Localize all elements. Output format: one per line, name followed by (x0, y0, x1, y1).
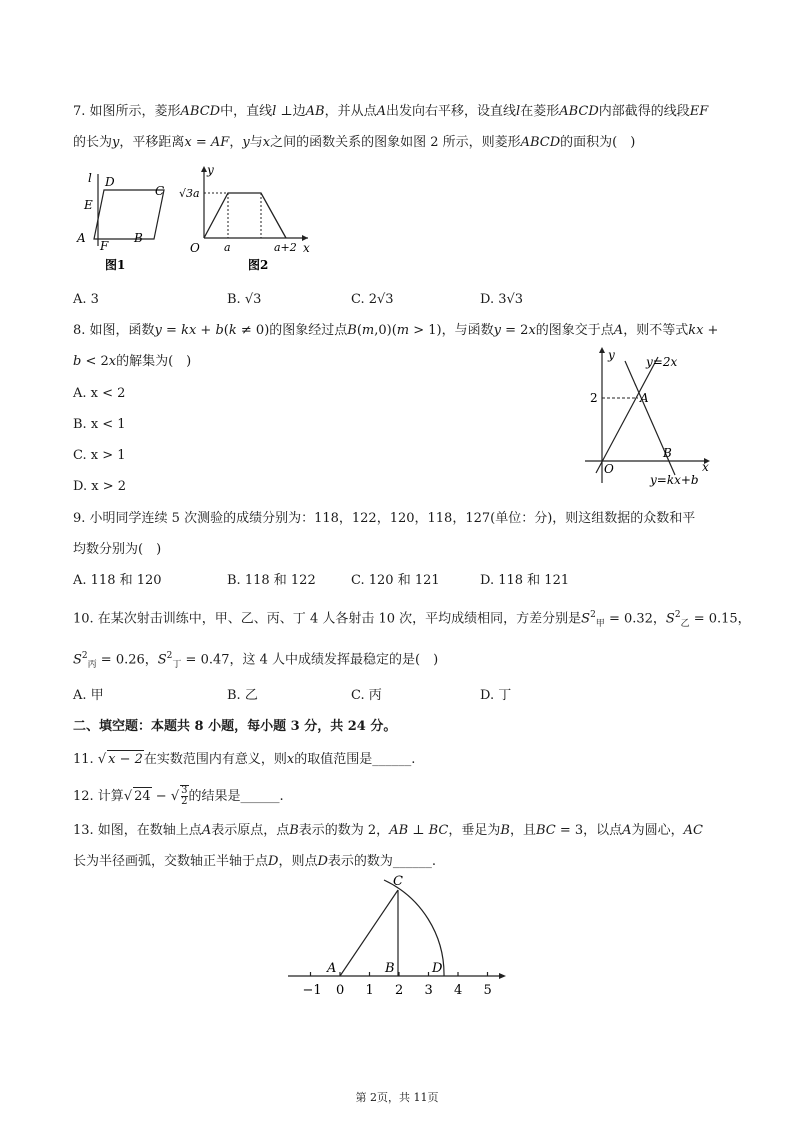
svg-text:y=2x: y=2x (646, 355, 678, 369)
q13-line2: 长为半径画弧，交数轴正半轴于点D，则点D表示的数为______. (73, 854, 437, 869)
q7-option-a[interactable]: A. 3 (73, 292, 99, 307)
svg-text:2: 2 (590, 391, 598, 405)
q8-line1: 8. 如图，函数y = kx + b(k ≠ 0)的图象经过点B(m,0)(m > 1)，与函数y = 2x的图象交于点A，则不等式kx + (73, 323, 719, 338)
q13-line1: 13. 如图，在数轴上点A表示原点，点B表示的数为 2，AB ⊥ BC，垂足为B，且BC = 3，以点A为圆心，AC (73, 823, 703, 838)
svg-text:y: y (207, 163, 214, 177)
svg-text:D: D (432, 961, 443, 976)
q9-line1: 9. 小明同学连续 5 次测验的成绩分别为：118，122，120，118，127(单位：分)，则这组数据的众数和平 (73, 511, 696, 526)
number-line-tick-label: 4 (454, 983, 463, 998)
q10-option-c[interactable]: C. 丙 (351, 688, 382, 703)
q10-option-b[interactable]: B. 乙 (227, 688, 258, 703)
q7-line1: 7. 如图所示，菱形ABCD中，直线l ⊥边AB，并从点A出发向右平移，设直线l在菱形ABCD内部截得的线段EF (73, 104, 709, 119)
svg-text:B: B (663, 446, 672, 460)
q12-line: 12. 计算√ 24 − √ $\frac{3}{2}$ 的结果是______. (73, 785, 284, 807)
svg-text:B: B (134, 231, 143, 245)
svg-text:F: F (100, 239, 109, 253)
q10-line2: $S^2_丙 = 0.26$，$S^2_丁 = 0.47$，这 4 人中成绩发挥最稳定的是( ) (73, 651, 439, 670)
svg-text:l: l (88, 171, 92, 185)
svg-text:C: C (155, 184, 165, 198)
svg-text:√3a: √3a (179, 187, 200, 200)
svg-text:A: A (77, 231, 86, 245)
number-line-tick-label: 2 (395, 983, 404, 998)
q7-figure2 (176, 160, 316, 273)
q8-line2: b < 2x的解集为( ) (73, 354, 192, 369)
q7-figure1 (72, 168, 172, 273)
q8-option-a[interactable]: A. x < 2 (73, 386, 126, 401)
q10-line1: 10. 在某次射击训练中，甲、乙、丙、丁 4 人各射击 10 次，平均成绩相同，方差分别是$S^2_甲 = 0.32$，$S^2_乙 = 0.15$， (73, 610, 751, 629)
q7-line2: 的长为y，平移距离x = AF，y与x之间的函数关系的图象如图 2 所示，则菱形ABCD的面积为( ) (73, 135, 636, 150)
q9-option-b[interactable]: B. 118 和 122 (227, 573, 316, 588)
svg-text:D: D (105, 175, 115, 189)
svg-text:A: A (640, 391, 649, 405)
q13-figure (280, 870, 520, 1005)
q8-figure (580, 345, 715, 490)
svg-text:a+2: a+2 (274, 241, 297, 254)
q7-option-d[interactable]: D. 3√3 (480, 292, 524, 307)
svg-text:A: A (327, 961, 337, 976)
page-footer: 第 2页，共 11页 (355, 1091, 439, 1104)
section-fill-in-title: 二、填空题：本题共 8 小题，每小题 3 分，共 24 分。 (73, 719, 397, 734)
q7-option-c[interactable]: C. 2√3 (351, 292, 394, 307)
number-line-tick-label: 5 (483, 983, 492, 998)
q8-option-c[interactable]: C. x > 1 (73, 448, 126, 463)
number-line-tick-label: 3 (424, 983, 433, 998)
svg-text:O: O (190, 241, 200, 255)
number-line-tick-label: 0 (336, 983, 345, 998)
q7-fig1-caption: 图1 (105, 258, 126, 272)
svg-text:y: y (608, 348, 615, 362)
svg-text:B: B (385, 961, 395, 976)
q9-option-a[interactable]: A. 118 和 120 (73, 573, 162, 588)
number-line-tick-label: −1 (302, 983, 322, 998)
q9-line2: 均数分别为( ) (73, 542, 162, 557)
q7-fig2-caption: 图2 (248, 258, 269, 272)
svg-text:a: a (224, 241, 231, 254)
q9-option-c[interactable]: C. 120 和 121 (351, 573, 440, 588)
svg-text:E: E (84, 198, 93, 212)
q11-line: 11. √ x − 2在实数范围内有意义，则x的取值范围是______. (73, 752, 416, 767)
q10-option-d[interactable]: D. 丁 (480, 688, 512, 703)
q9-option-d[interactable]: D. 118 和 121 (480, 573, 570, 588)
q8-option-b[interactable]: B. x < 1 (73, 417, 126, 432)
q10-option-a[interactable]: A. 甲 (73, 688, 104, 703)
q8-option-d[interactable]: D. x > 2 (73, 479, 126, 494)
number-line-tick-label: 1 (365, 983, 374, 998)
svg-text:C: C (393, 874, 403, 889)
svg-text:x: x (303, 241, 310, 255)
svg-text:y=kx+b: y=kx+b (650, 473, 699, 487)
q7-option-b[interactable]: B. √3 (227, 292, 262, 307)
svg-text:x: x (702, 460, 709, 474)
svg-text:O: O (604, 462, 614, 476)
